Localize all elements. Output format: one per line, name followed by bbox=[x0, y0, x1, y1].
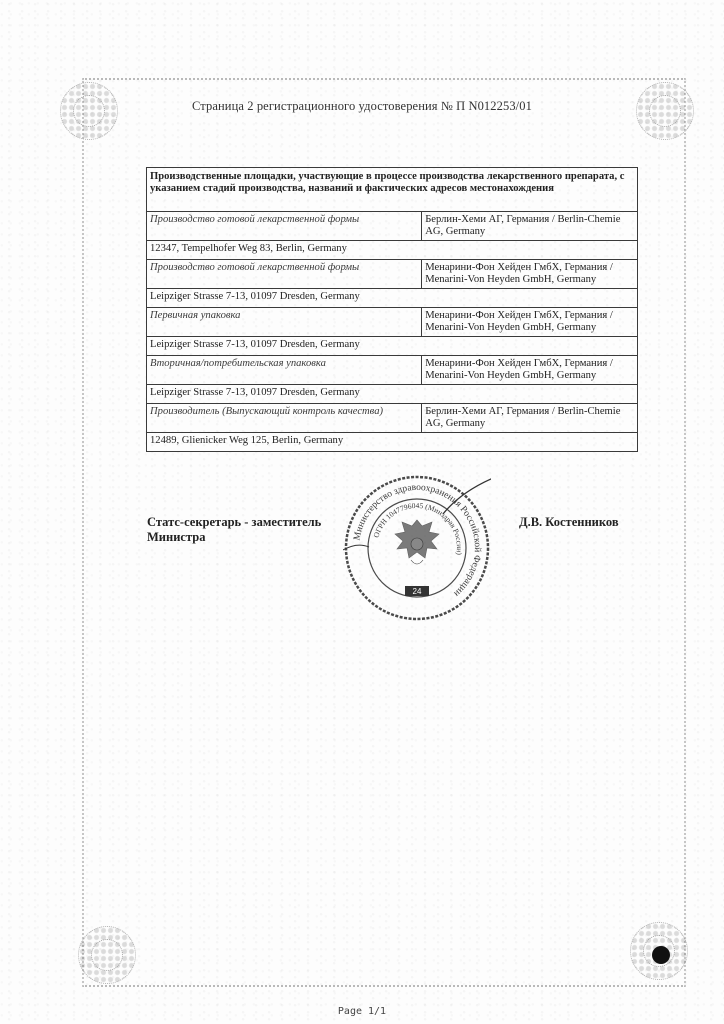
signatory-name: Д.В. Костенников bbox=[519, 515, 619, 529]
position-line: Министра bbox=[147, 530, 206, 544]
signatory-position bbox=[147, 515, 321, 545]
seal-inner-text: ОГРН 1047796045 (Минздрав России) bbox=[371, 500, 465, 556]
address-cell: Leipziger Strasse 7-13, 01097 Dresden, Germany bbox=[147, 289, 638, 308]
table-row bbox=[147, 356, 638, 385]
table-row bbox=[147, 404, 638, 433]
organization-cell: Менарини-Фон Хейден ГмбХ, Германия / Menarini-Von Heyden GmbH, Germany bbox=[422, 308, 638, 337]
stage-cell: Производство готовой лекарственной формы bbox=[147, 260, 422, 289]
table-heading: Производственные площадки, участвующие в процессе производства лекарственного препарата, с указанием стадий производства, названий и фактических адресов местонахождения bbox=[147, 168, 638, 212]
eagle-emblem-icon bbox=[395, 520, 439, 564]
table-row bbox=[147, 289, 638, 308]
production-sites-table bbox=[146, 167, 638, 452]
table-row bbox=[147, 212, 638, 241]
stage-cell: Первичная упаковка bbox=[147, 308, 422, 337]
organization-cell: Берлин-Хеми АГ, Германия / Berlin-Chemie AG, Germany bbox=[422, 212, 638, 241]
address-cell: 12347, Tempelhofer Weg 83, Berlin, Germany bbox=[147, 241, 638, 260]
address-cell: 12489, Glienicker Weg 125, Berlin, Germany bbox=[147, 433, 638, 452]
page-header-title: Страница 2 регистрационного удостоверения № П N012253/01 bbox=[192, 99, 532, 113]
ink-blot bbox=[652, 946, 670, 964]
seal-ring-text: Министерство здравоохранения Российской Федерации bbox=[352, 482, 483, 599]
table-row bbox=[147, 308, 638, 337]
organization-cell: Берлин-Хеми АГ, Германия / Berlin-Chemie AG, Germany bbox=[422, 404, 638, 433]
position-line: Статс-секретарь - заместитель bbox=[147, 515, 322, 529]
stage-cell: Производитель (Выпускающий контроль качества) bbox=[147, 404, 422, 433]
seal-number: 24 bbox=[412, 587, 422, 596]
table-row bbox=[147, 260, 638, 289]
address-cell: Leipziger Strasse 7-13, 01097 Dresden, Germany bbox=[147, 337, 638, 356]
stage-cell: Производство готовой лекарственной формы bbox=[147, 212, 422, 241]
table-row bbox=[147, 385, 638, 404]
page-footer: Page 1/1 bbox=[337, 1006, 387, 1017]
official-seal bbox=[343, 474, 491, 622]
stage-cell: Вторичная/потребительская упаковка bbox=[147, 356, 422, 385]
table-row bbox=[147, 433, 638, 452]
table-row bbox=[147, 241, 638, 260]
organization-cell: Менарини-Фон Хейден ГмбХ, Германия / Menarini-Von Heyden GmbH, Germany bbox=[422, 260, 638, 289]
organization-cell: Менарини-Фон Хейден ГмбХ, Германия / Menarini-Von Heyden GmbH, Germany bbox=[422, 356, 638, 385]
corner-ornament-bottom-left bbox=[78, 926, 136, 984]
address-cell: Leipziger Strasse 7-13, 01097 Dresden, Germany bbox=[147, 385, 638, 404]
table-row bbox=[147, 337, 638, 356]
